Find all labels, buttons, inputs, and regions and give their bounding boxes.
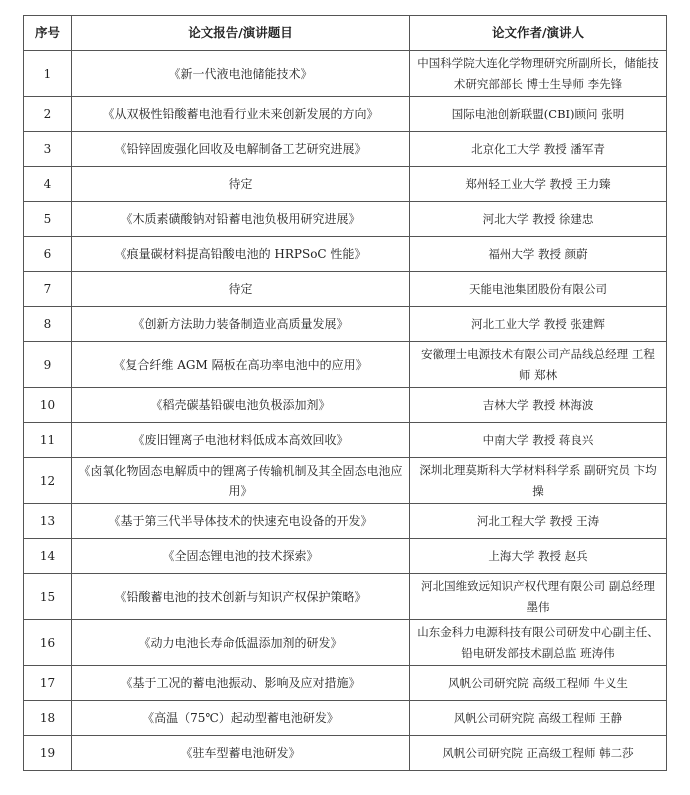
row-author: 上海大学 教授 赵兵 xyxy=(410,539,667,574)
table-row xyxy=(24,666,667,701)
row-title: 《稻壳碳基铅碳电池负极添加剂》 xyxy=(72,388,410,423)
row-title: 《基于工况的蓄电池振动、影响及应对措施》 xyxy=(72,666,410,701)
row-no: 7 xyxy=(24,272,72,307)
table-row xyxy=(24,701,667,736)
agenda-table xyxy=(23,15,667,771)
row-title: 《铅锌固废强化回收及电解制备工艺研究进展》 xyxy=(72,132,410,167)
row-no: 4 xyxy=(24,167,72,202)
table-row xyxy=(24,167,667,202)
row-no: 15 xyxy=(24,574,72,620)
row-no: 10 xyxy=(24,388,72,423)
table-row xyxy=(24,539,667,574)
row-author: 安徽理士电源技术有限公司产品线总经理 工程师 郑林 xyxy=(410,342,667,388)
row-title: 《新一代液电池储能技术》 xyxy=(72,51,410,97)
row-author: 河北国维致远知识产权代理有限公司 副总经理 墨伟 xyxy=(410,574,667,620)
table-row xyxy=(24,458,667,504)
header-no: 序号 xyxy=(24,16,72,51)
row-author: 风帆公司研究院 高级工程师 牛义生 xyxy=(410,666,667,701)
row-no: 6 xyxy=(24,237,72,272)
row-no: 18 xyxy=(24,701,72,736)
row-author: 中南大学 教授 蒋良兴 xyxy=(410,423,667,458)
row-title: 《动力电池长寿命低温添加剂的研发》 xyxy=(72,620,410,666)
row-title: 《驻车型蓄电池研发》 xyxy=(72,736,410,771)
row-no: 8 xyxy=(24,307,72,342)
table-row xyxy=(24,342,667,388)
row-title: 《创新方法助力装备制造业高质量发展》 xyxy=(72,307,410,342)
row-title: 《复合纤维 AGM 隔板在高功率电池中的应用》 xyxy=(72,342,410,388)
row-no: 19 xyxy=(24,736,72,771)
table-row xyxy=(24,97,667,132)
row-no: 3 xyxy=(24,132,72,167)
header-title: 论文报告/演讲题目 xyxy=(72,16,410,51)
table-row xyxy=(24,388,667,423)
table-row xyxy=(24,736,667,771)
table-row xyxy=(24,237,667,272)
table-row xyxy=(24,272,667,307)
row-no: 13 xyxy=(24,504,72,539)
row-title: 《铅酸蓄电池的技术创新与知识产权保护策略》 xyxy=(72,574,410,620)
row-author: 北京化工大学 教授 潘军青 xyxy=(410,132,667,167)
row-no: 11 xyxy=(24,423,72,458)
row-no: 2 xyxy=(24,97,72,132)
row-author: 河北大学 教授 徐建忠 xyxy=(410,202,667,237)
row-author: 中国科学院大连化学物理研究所副所长，储能技术研究部部长 博士生导师 李先锋 xyxy=(410,51,667,97)
table-row xyxy=(24,620,667,666)
row-no: 9 xyxy=(24,342,72,388)
table-row xyxy=(24,202,667,237)
row-no: 1 xyxy=(24,51,72,97)
row-author: 郑州轻工业大学 教授 王力臻 xyxy=(410,167,667,202)
row-author: 河北工程大学 教授 王涛 xyxy=(410,504,667,539)
row-author: 深圳北理莫斯科大学材料科学系 副研究员 卞均操 xyxy=(410,458,667,504)
row-title: 《全固态锂电池的技术探索》 xyxy=(72,539,410,574)
row-author: 风帆公司研究院 正高级工程师 韩二莎 xyxy=(410,736,667,771)
row-no: 16 xyxy=(24,620,72,666)
table-row xyxy=(24,307,667,342)
row-no: 5 xyxy=(24,202,72,237)
row-title: 待定 xyxy=(72,272,410,307)
table-row xyxy=(24,51,667,97)
row-no: 17 xyxy=(24,666,72,701)
table-row xyxy=(24,423,667,458)
row-title: 《从双极性铅酸蓄电池看行业未来创新发展的方向》 xyxy=(72,97,410,132)
row-author: 河北工业大学 教授 张建辉 xyxy=(410,307,667,342)
table-row xyxy=(24,574,667,620)
row-author: 福州大学 教授 颜蔚 xyxy=(410,237,667,272)
agenda-table-container xyxy=(23,15,666,771)
row-title: 《高温（75℃）起动型蓄电池研发》 xyxy=(72,701,410,736)
table-header-row xyxy=(24,16,667,51)
row-author: 吉林大学 教授 林海波 xyxy=(410,388,667,423)
row-title: 《废旧锂离子电池材料低成本高效回收》 xyxy=(72,423,410,458)
row-no: 14 xyxy=(24,539,72,574)
row-title: 《基于第三代半导体技术的快速充电设备的开发》 xyxy=(72,504,410,539)
row-no: 12 xyxy=(24,458,72,504)
row-title: 《痕量碳材料提高铅酸电池的 HRPSoC 性能》 xyxy=(72,237,410,272)
table-row xyxy=(24,132,667,167)
row-title: 《卤氧化物固态电解质中的锂离子传输机制及其全固态电池应用》 xyxy=(72,458,410,504)
row-title: 待定 xyxy=(72,167,410,202)
row-author: 天能电池集团股份有限公司 xyxy=(410,272,667,307)
row-author: 山东金科力电源科技有限公司研发中心副主任、铅电研发部技术副总监 班涛伟 xyxy=(410,620,667,666)
row-author: 国际电池创新联盟(CBI)顾问 张明 xyxy=(410,97,667,132)
header-author: 论文作者/演讲人 xyxy=(410,16,667,51)
row-author: 风帆公司研究院 高级工程师 王静 xyxy=(410,701,667,736)
table-row xyxy=(24,504,667,539)
row-title: 《木质素磺酸钠对铅蓄电池负极用研究进展》 xyxy=(72,202,410,237)
